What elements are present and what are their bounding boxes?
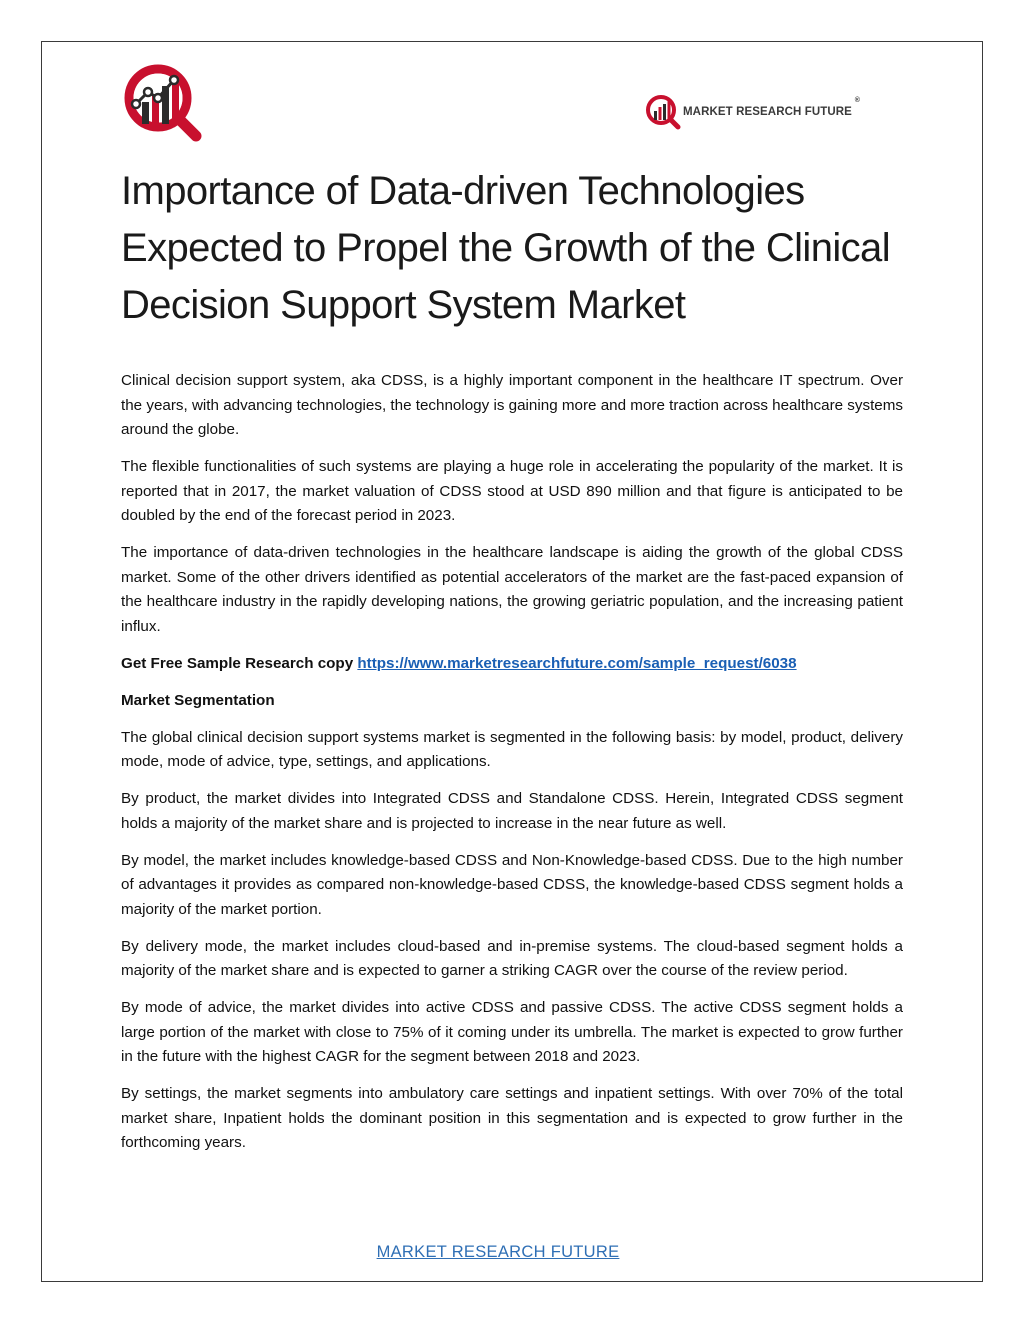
brand-logo-text [683, 97, 860, 118]
brand-logo [645, 92, 860, 132]
paragraph: By settings, the market segments into ambulatory care settings and inpatient settings. With over 70% of the total market share, Inpatient holds the dominant position in this segmentation and is expected to grow further in the forthcoming years. [121, 1085, 903, 1151]
brand-logo-name: MARKET RESEARCH FUTURE [683, 106, 852, 118]
paragraph: The global clinical decision support systems market is segmented in the following basis: by model, product, delivery mode, mode of advice, type, settings, and applications. [121, 728, 903, 770]
sample-request-line [121, 652, 903, 677]
footer-link[interactable]: MARKET RESEARCH FUTURE [376, 1243, 620, 1261]
document-body [121, 369, 903, 1168]
sample-request-link[interactable]: https://www.marketresearchfuture.com/sample_request/6038 [357, 654, 797, 672]
magnifier-chart-icon [122, 62, 204, 142]
registered-mark: ® [854, 97, 860, 104]
paragraph: By model, the market includes knowledge-based CDSS and Non-Knowledge-based CDSS. Due to the high number of advantages it provides as compared non-knowledge-based CDSS, the knowledge-based CDSS segment holds a majority of the market portion. [121, 851, 903, 918]
paragraph: By mode of advice, the market divides into active CDSS and passive CDSS. The active CDSS segment holds a large portion of the market with close to 75% of it coming under its umbrella. The market is expected to grow further in the future with the highest CAGR for the segment between 2018 and 2023. [121, 999, 903, 1065]
paragraph: The importance of data-driven technologies in the healthcare landscape is aiding the growth of the global CDSS market. Some of the other drivers identified as potential accelerators of the market are the fast-paced expansion of the healthcare industry in the rapidly developing nations, the growing geriatric population, and the increasing patient influx. [121, 544, 903, 635]
sample-request-label: Get Free Sample Research copy [121, 654, 354, 672]
paragraph: Clinical decision support system, aka CDSS, is a highly important component in the healthcare IT spectrum. Over the years, with advancing technologies, the technology is gaining more and more traction across healthcare systems around the globe. [121, 372, 903, 438]
paragraph: By delivery mode, the market includes cloud-based and in-premise systems. The cloud-based segment holds a majority of the market share and is expected to garner a striking CAGR over the course of the review period. [121, 937, 903, 979]
section-heading: Market Segmentation [121, 691, 275, 709]
magnifier-chart-icon [645, 94, 681, 130]
document-title: Importance of Data-driven Technologies Expected to Propel the Growth of the Clinical Decision Support System Market [121, 169, 890, 327]
paragraph: By product, the market divides into Integrated CDSS and Standalone CDSS. Herein, Integrated CDSS segment holds a majority of the market share and is projected to increase in the near future as well. [121, 790, 903, 832]
paragraph: The flexible functionalities of such systems are playing a huge role in accelerating the popularity of the market. It is reported that in 2017, the market valuation of CDSS stood at USD 890 million and that figure is anticipated to be doubled by the end of the forecast period in 2023. [121, 458, 903, 524]
